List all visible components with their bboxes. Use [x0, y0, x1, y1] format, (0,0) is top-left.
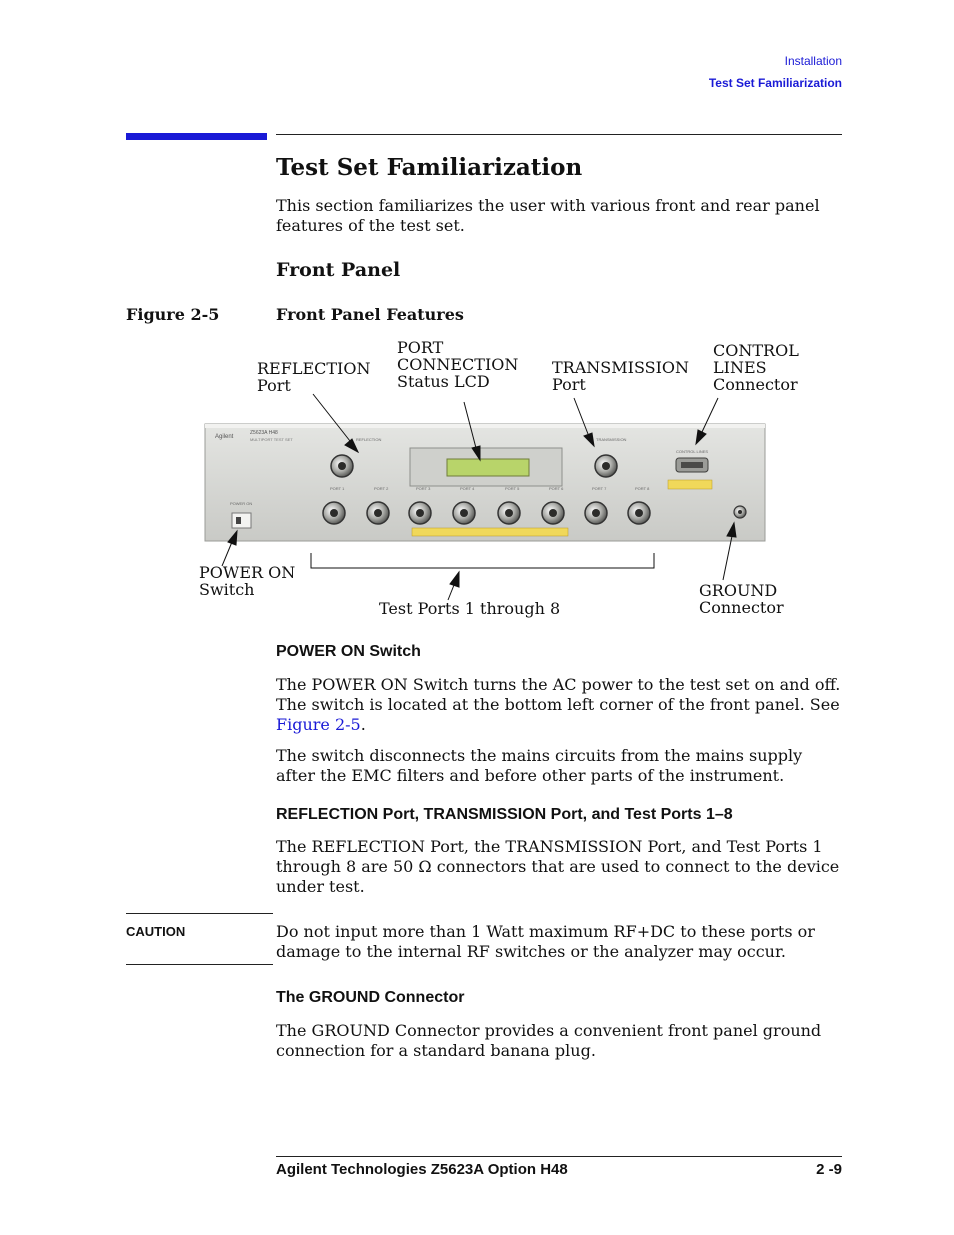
test-port-7-label: PORT 7: [592, 486, 607, 491]
page-title: Test Set Familiarization: [276, 154, 583, 181]
intro-paragraph: This section familiarizes the user with various front and rear panel features of the test set.: [276, 196, 820, 235]
test-port-5-label: PORT 5: [505, 486, 520, 491]
power-switch-button[interactable]: [232, 513, 251, 528]
power-switch-rocker: [236, 517, 241, 524]
test-port-6-center: [549, 509, 557, 517]
ports-heading: REFLECTION Port, TRANSMISSION Port, and Test Ports 1–8: [276, 806, 733, 823]
test-port-6-label: PORT 6: [549, 486, 564, 491]
ground-connector-center: [738, 510, 742, 514]
footer-rule: [276, 1156, 842, 1157]
callout-port-connection: PORT CONNECTION Status LCD: [397, 338, 519, 391]
reflection-port-center: [338, 462, 346, 470]
callout-test-ports: Test Ports 1 through 8: [379, 599, 561, 618]
header-chapter-link[interactable]: Installation: [784, 54, 842, 68]
test-port-8-label: PORT 8: [635, 486, 650, 491]
header-section-link[interactable]: Test Set Familiarization: [708, 76, 842, 90]
front-panel-heading: Front Panel: [276, 259, 401, 281]
ground-heading: The GROUND Connector: [276, 989, 465, 1006]
panel-transmission-label: TRANSMISSION: [596, 437, 627, 442]
test-port-5-center: [505, 509, 513, 517]
test-ports-bracket: [311, 553, 654, 568]
leader-ground: [723, 536, 732, 580]
panel-power-label: POWER ON: [230, 501, 253, 506]
figure-title: Front Panel Features: [276, 305, 464, 324]
control-warning-label: [668, 480, 712, 489]
leader-test-ports: [448, 585, 454, 600]
ground-paragraph: The GROUND Connector provides a convenient front panel ground connection for a standard banana plug.: [276, 1021, 822, 1060]
test-port-2-label: PORT 2: [374, 486, 389, 491]
footer-page-number: 2 -9: [816, 1161, 842, 1178]
test-port-3-center: [416, 509, 424, 517]
panel-top-edge: [205, 424, 765, 428]
status-lcd: [447, 459, 529, 476]
test-port-4-center: [460, 509, 468, 517]
footer-title: Agilent Technologies Z5623A Option H48: [276, 1161, 568, 1178]
port-warning-strip: [412, 528, 568, 536]
panel-subtitle: MULTIPORT TEST SET: [250, 437, 293, 442]
caution-text: Do not input more than 1 Watt maximum RF+DC to these ports or damage to the internal RF switches or the analyzer may occur.: [276, 922, 815, 961]
panel-brand: Agilent: [215, 434, 234, 440]
callout-ground: GROUND Connector: [699, 581, 784, 617]
control-lines-pins: [681, 462, 703, 468]
caution-top-rule: [126, 913, 273, 914]
test-port-3-label: PORT 3: [416, 486, 431, 491]
test-port-7-center: [592, 509, 600, 517]
test-port-8-center: [635, 509, 643, 517]
test-port-2-center: [374, 509, 382, 517]
caution-bottom-rule: [126, 964, 273, 965]
panel-model: Z5623A H48: [250, 430, 278, 436]
callout-power-on: POWER ON Switch: [199, 563, 296, 599]
power-switch-paragraph-1: The POWER ON Switch turns the AC power to the test set on and off. The switch is located at the bottom left corner of the front panel. See Figure 2-5.: [276, 675, 841, 734]
test-port-1-label: PORT 1: [330, 486, 345, 491]
leader-power: [222, 542, 232, 566]
transmission-port-center: [602, 462, 610, 470]
test-port-1-center: [330, 509, 338, 517]
figure-2-5-link[interactable]: Figure 2-5: [276, 715, 361, 734]
test-port-4-label: PORT 4: [460, 486, 475, 491]
panel-reflection-label: REFLECTION: [356, 437, 382, 442]
callout-reflection: REFLECTION Port: [257, 359, 371, 395]
callout-control-lines: CONTROL LINES Connector: [713, 341, 799, 394]
power-switch-paragraph-2: The switch disconnects the mains circuits from the mains supply after the EMC filters and before other parts of the instrument.: [276, 746, 803, 785]
arrow-test-ports: [450, 572, 459, 587]
figure-label: Figure 2-5: [126, 305, 220, 324]
callout-transmission: TRANSMISSION Port: [552, 358, 690, 394]
ports-paragraph: The REFLECTION Port, the TRANSMISSION Port, and Test Ports 1 through 8 are 50 Ω connectors that are used to connect to the device under test.: [276, 837, 840, 896]
caution-label: CAUTION: [126, 924, 186, 939]
panel-control-label: CONTROL LINES: [676, 449, 709, 454]
power-switch-heading: POWER ON Switch: [276, 643, 421, 660]
